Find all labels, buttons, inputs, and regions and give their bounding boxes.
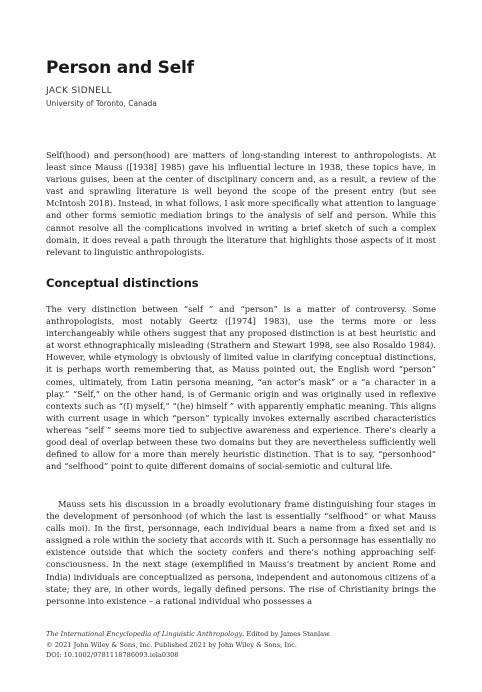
journal-title: The International Encyclopedia of Linguistic Anthropology [46,630,243,638]
abstract-paragraph: Self(hood) and person(hood) are matters of long-standing interest to anthropologists. At least since Mauss ([1938] 1985) gave his influential lecture in 1938, these topics have, in various guises, been at the center of disciplinary concern and, as a result, a review of the vast and sprawling literature is well beyond the scope of the present entry (but see McIntosh 2018). Instead, in what follows, I ask more specifically what attention to language and other forms semiotic mediation brings to the analysis of self and person. While this cannot resolve all the complications involved in writing a brief sketch of such a complex domain, it does reveal a path through the literature that highlights those aspects of it most relevant to linguistic anthropologists. [46,150,436,257]
author-name: JACK SIDNELL [46,86,113,96]
footer-doi: DOI: 10.1002/9781118786093.iela0308 [46,651,179,659]
body-paragraph-2: Mauss sets his discussion in a broadly evolutionary frame distinguishing four stages in the development of personhood (of which the last is essentially “selfhood” or what Mauss calls moi). In the first, personnage, each individual bears a name from a fixed set and is assigned a role within the society that accords with it. Such a personnage has essentially no existence outside that which the society confers and there’s nothing approaching self-consciousness. In the next stage (exemplified in Mauss’s treatment by ancient Rome and India) individuals are conceptualized as persona, independent and autonomous citizens of a state; they are, in other words, legally defined persons. The rise of Christianity brings the personne into existence – a rational individual who possesses a [46,499,436,606]
body-paragraph-1: The very distinction between “self ” and “person” is a matter of controversy. Some anthropologists, most notably Geertz ([1974] 1983), use the terms more or less interchangeably while others suggest that any proposed distinction is at best heuristic and at worst ethnographically misleading (Strathern and Stewart 1998, see also Rosaldo 1984). However, while etymology is obviously of limited value in clarifying conceptual distinctions, it is perhaps worth remembering that, as Mauss pointed out, the English word “person” comes, ultimately, from Latin persona meaning, “an actor’s mask” or a “a character in a play.” “Self,” on the other hand, is of Germanic origin and was originally used in reflexive contexts such as “(I) myself,” “(he) himself ” with apparently emphatic meaning. This aligns with current usage in which “person” typically invokes externally ascribed characteristics whereas “self ” seems more tied to subjective awareness and experience. There’s clearly a good deal of overlap between these two domains but they are nevertheless sufficiently well defined to allow for a more than merely heuristic distinction. That is to say, “personhood” and “selfhood” point to quite different domains of social-semiotic and cultural life. [46,304,436,472]
section-heading: Conceptual distinctions [46,276,199,290]
author-affiliation: University of Toronto, Canada [46,99,157,108]
footer-copyright: © 2021 John Wiley & Sons, Inc. Published 2021 by John Wiley & Sons, Inc. [46,640,297,649]
page-footer [46,629,446,661]
footer-citation [46,629,446,640]
editor-note: . Edited by James Stanlaw. [242,630,332,638]
article-title: Person and Self [46,58,194,78]
